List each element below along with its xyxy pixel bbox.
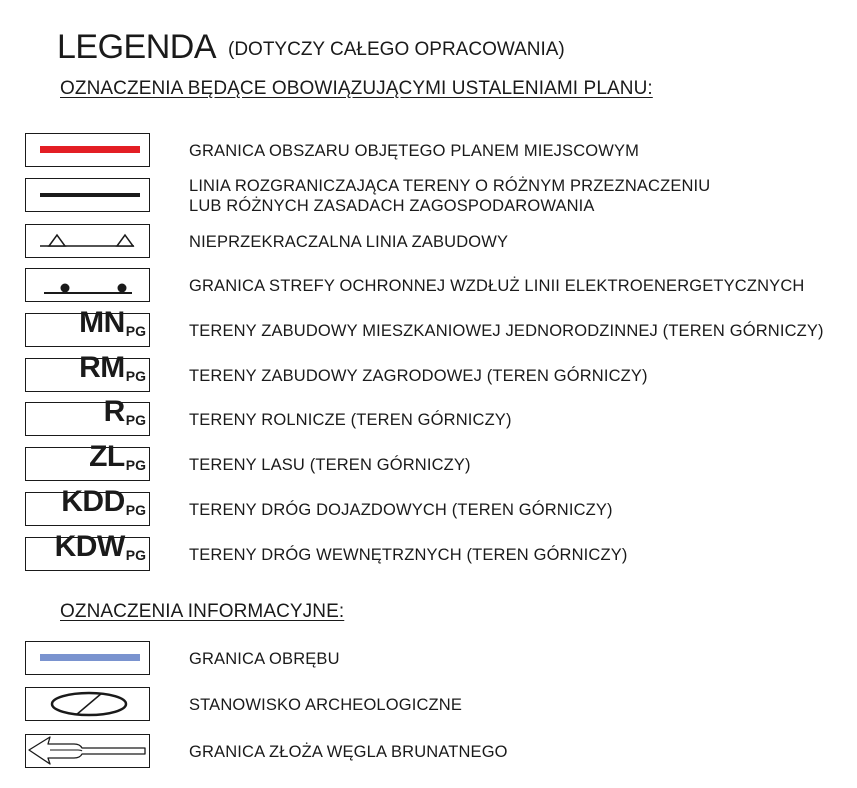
archaeological-site-icon [26, 688, 148, 719]
legend-symbol-box [25, 530, 150, 571]
legend-description [189, 447, 471, 483]
zone-code-symbol [55, 532, 146, 570]
legend-description-line: NIEPRZEKRACZALNA LINIA ZABUDOWY [189, 233, 509, 251]
legend-description [189, 734, 508, 770]
legend-title [57, 28, 565, 67]
section-heading-binding: OZNACZENIA BĘDĄCE OBOWIĄZUJĄCYMI USTALENIAMI PLANU: [60, 78, 653, 99]
zone-code: KDD [61, 485, 125, 518]
legend-row [0, 224, 857, 260]
legend-symbol-box [25, 485, 150, 526]
legend-description [189, 133, 639, 169]
legend-row [0, 178, 857, 214]
triangle-marker-icon [49, 235, 65, 246]
dot-marker-icon [61, 284, 70, 293]
legend-description-line: GRANICA OBRĘBU [189, 650, 340, 668]
legend-symbol-box [25, 395, 150, 436]
zone-code-symbol [61, 487, 146, 525]
legend-symbol-box [25, 306, 150, 347]
legend-description [189, 178, 710, 214]
legend-description-line: STANOWISKO ARCHEOLOGICZNE [189, 696, 462, 714]
demarcation-line-symbol [40, 193, 140, 197]
legend-description-line: TERENY ZABUDOWY ZAGRODOWEJ (TEREN GÓRNICZY) [189, 367, 648, 385]
legend-row [0, 351, 857, 394]
legend-row [0, 641, 857, 677]
legend-description [189, 687, 462, 723]
zone-code: KDW [54, 530, 125, 563]
zone-code-symbol [79, 353, 146, 391]
zone-code: RM [79, 351, 125, 384]
legend-description-line: GRANICA OBSZARU OBJĘTEGO PLANEM MIEJSCOWYM [189, 142, 640, 160]
zone-code-symbol [104, 397, 146, 435]
legend-symbol-box [25, 351, 150, 392]
legend-description [189, 402, 512, 438]
zone-code: MN [79, 306, 125, 339]
legend-description [189, 224, 508, 260]
legend-row [0, 133, 857, 169]
legend-row [0, 395, 857, 438]
zone-code-subscript: PG [125, 368, 146, 384]
plan-boundary-line-symbol [40, 146, 140, 153]
legend-description-line: GRANICA STREFY OCHRONNEJ WZDŁUŻ LINII ELEKTROENERGETYCZNYCH [189, 277, 805, 295]
zone-code-symbol [79, 308, 146, 346]
legend-description [189, 268, 804, 304]
legend-description-line: LINIA ROZGRANICZAJĄCA TERENY O RÓŻNYM PRZEZNACZENIU [189, 177, 711, 195]
legend-description-line: TERENY DRÓG WEWNĘTRZNYCH (TEREN GÓRNICZY) [189, 546, 628, 564]
zone-code-subscript: PG [125, 547, 146, 563]
legend-title-main: LEGENDA [57, 28, 216, 66]
legend-row [0, 268, 857, 304]
legend-description [189, 313, 824, 349]
legend-symbol-box [25, 224, 150, 258]
legend-symbol-box [25, 178, 150, 212]
zone-code-subscript: PG [125, 323, 146, 339]
legend-description [189, 492, 613, 528]
zone-code-subscript: PG [125, 502, 146, 518]
legend-title-subtitle: (DOTYCZY CAŁEGO OPRACOWANIA) [228, 39, 565, 60]
legend-description-line: GRANICA ZŁOŻA WĘGLA BRUNATNEGO [189, 743, 508, 761]
legend-row [0, 306, 857, 349]
legend-description [189, 641, 340, 677]
arrow-boundary-outline [29, 737, 145, 764]
legend-symbol-box [25, 734, 150, 768]
precinct-boundary-line-symbol [40, 654, 140, 661]
dot-marker-icon [118, 284, 127, 293]
legend-row [0, 734, 857, 770]
legend-description-line: TERENY ROLNICZE (TEREN GÓRNICZY) [189, 411, 512, 429]
legend-row [0, 485, 857, 528]
legend-symbol-box [25, 687, 150, 721]
triangle-marker-icon [117, 235, 133, 246]
legend-description-line: TERENY LASU (TEREN GÓRNICZY) [189, 456, 471, 474]
legend-row [0, 687, 857, 723]
legend-symbol-box [25, 268, 150, 302]
legend-description-line: LUB RÓŻNYCH ZASADACH ZAGOSPODAROWANIA [189, 197, 595, 215]
section-heading-informational: OZNACZENIA INFORMACYJNE: [60, 601, 345, 622]
legend-description-line: TERENY ZABUDOWY MIESZKANIOWEJ JEDNORODZINNEJ (TEREN GÓRNICZY) [189, 322, 824, 340]
zone-code-subscript: PG [125, 457, 146, 473]
legend-symbol-box [25, 440, 150, 481]
zone-code-subscript: PG [125, 412, 146, 428]
legend-row [0, 440, 857, 483]
legend-description [189, 537, 628, 573]
lignite-deposit-boundary-icon [26, 735, 148, 766]
legend-description-line: TERENY DRÓG DOJAZDOWYCH (TEREN GÓRNICZY) [189, 501, 613, 519]
zone-code: R [103, 395, 125, 428]
protection-zone-line-symbol [26, 269, 148, 300]
legend-symbol-box [25, 641, 150, 675]
legend-description [189, 358, 648, 394]
building-line-symbol [26, 225, 148, 256]
zone-code-symbol [89, 442, 146, 480]
zone-code: ZL [89, 440, 125, 473]
legend-row [0, 530, 857, 573]
legend-symbol-box [25, 133, 150, 167]
